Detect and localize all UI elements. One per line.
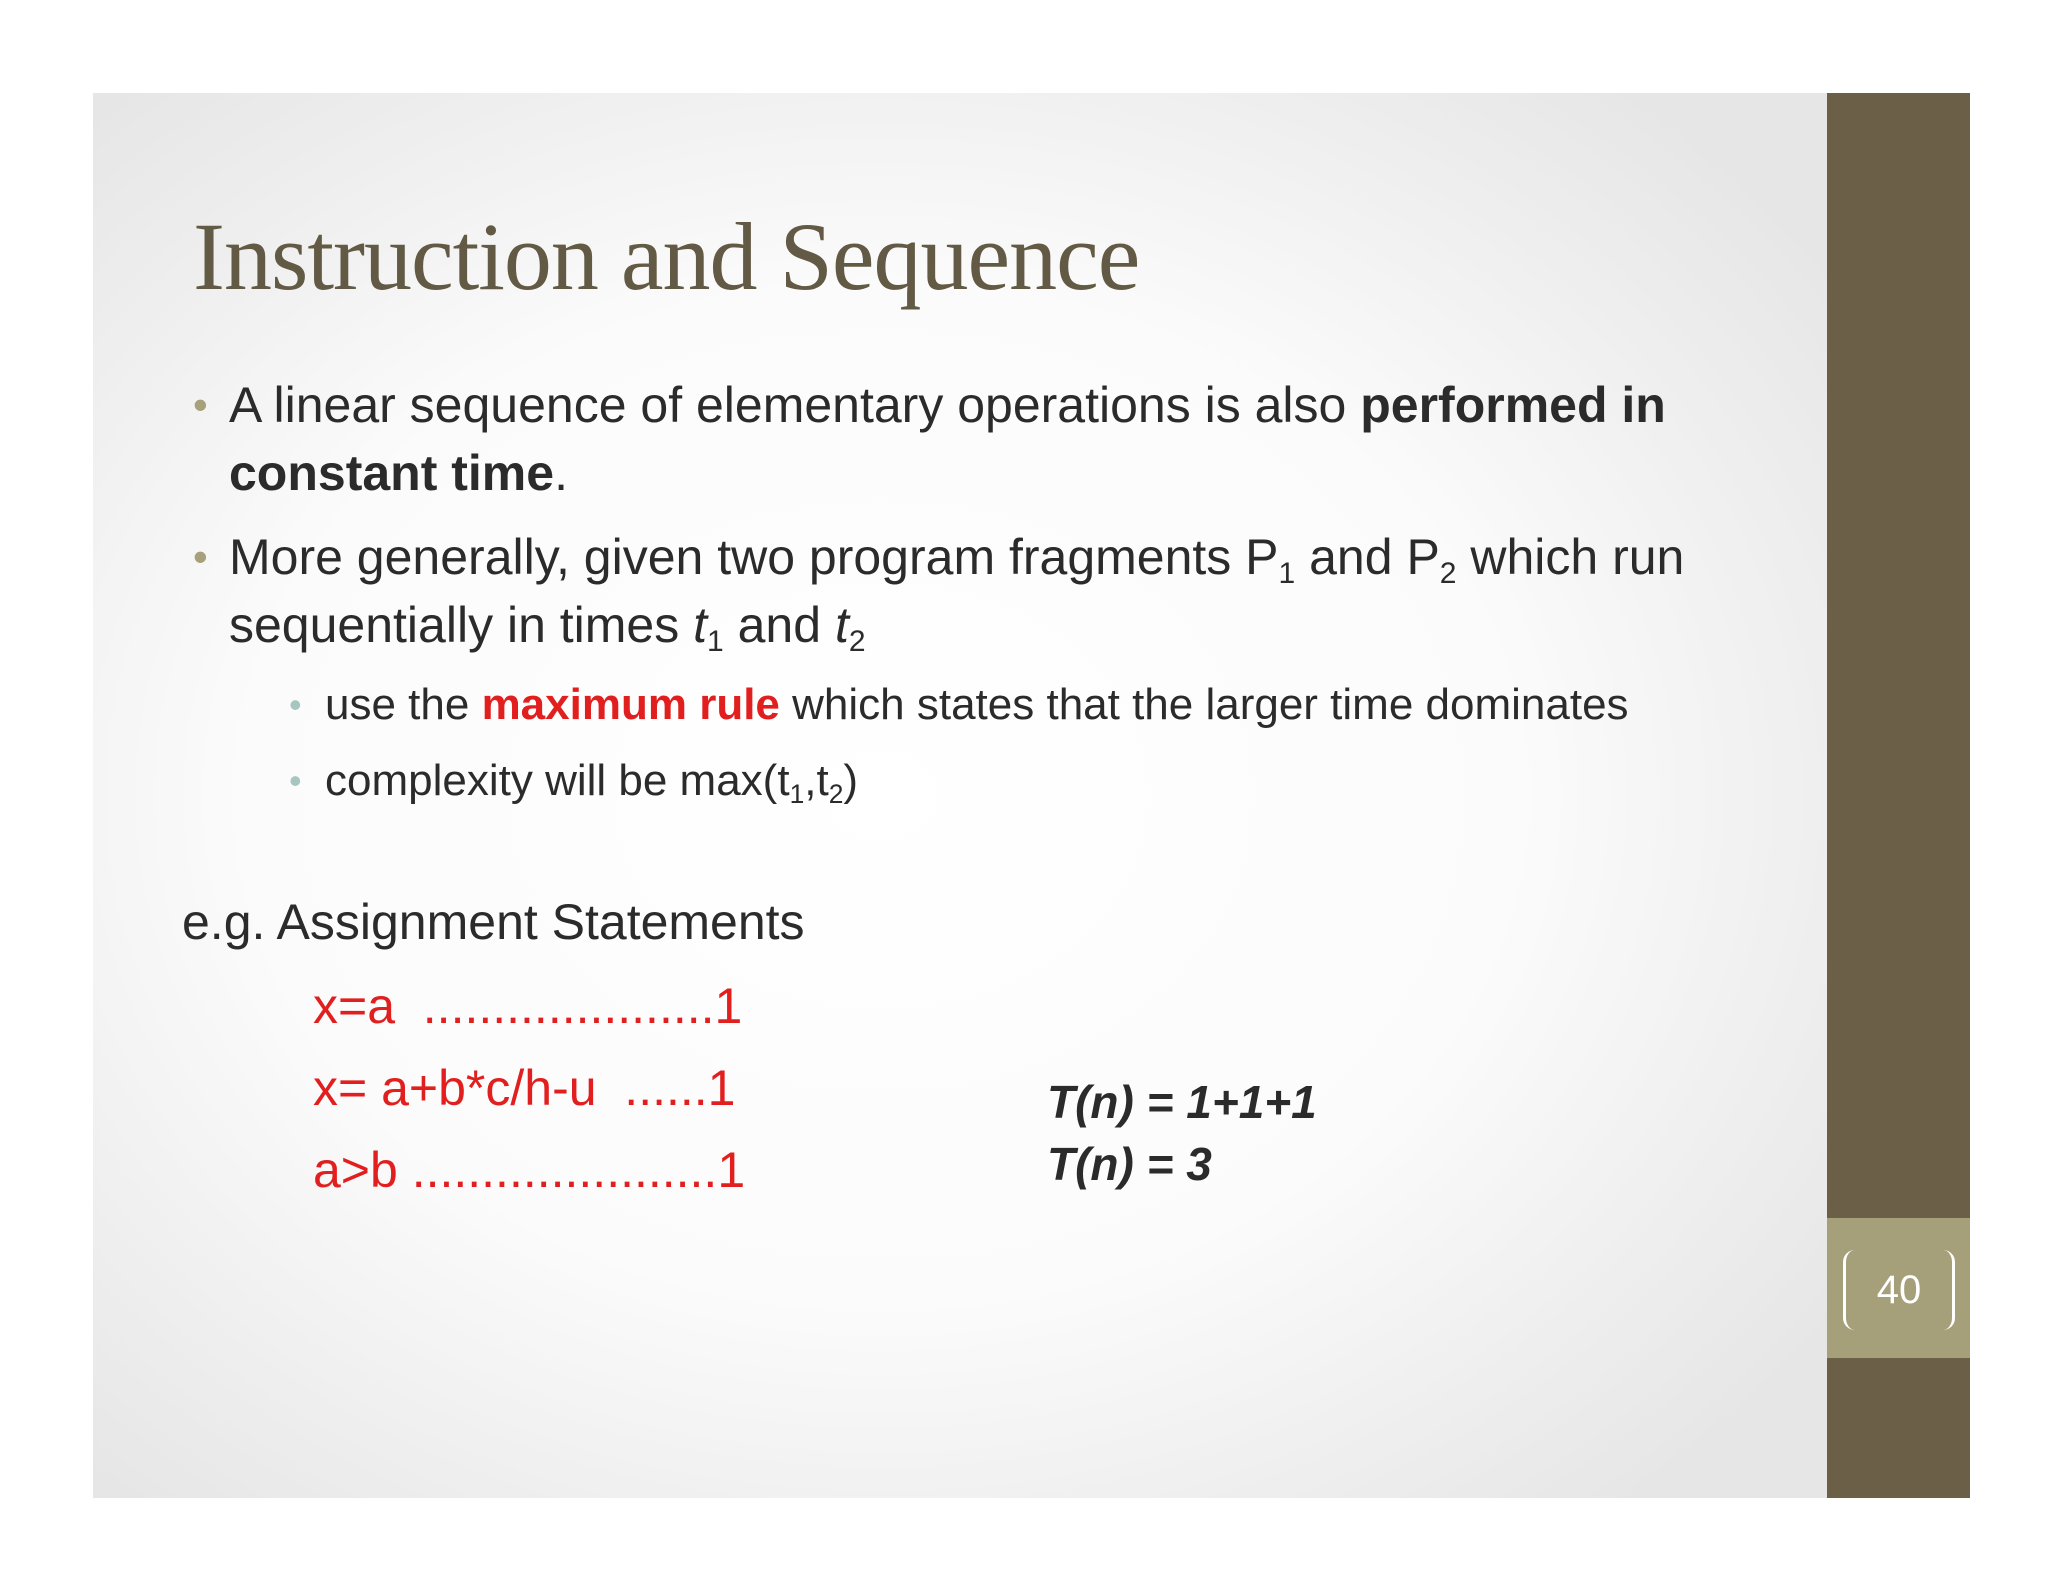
italic-variable: t (693, 597, 708, 653)
statement-line: a>b ......................1 (313, 1142, 746, 1198)
bullet-text: A linear sequence of elementary operations is also (229, 377, 1361, 433)
slide-number-band (1827, 1218, 1970, 1358)
sub-bullet-item (289, 675, 1813, 735)
subscript: 2 (848, 625, 866, 658)
sub-bullet-text: complexity will be max(t (325, 756, 790, 805)
sub-bullet-text: which states that the larger time dominates (779, 680, 1629, 729)
sub-bullet-item (289, 751, 1813, 811)
statement-line: x=a .....................1 (313, 978, 743, 1034)
tn-formula: T(n) = 1+1+1 (1047, 1076, 1317, 1128)
subscript: 1 (789, 778, 805, 809)
statement-line: x= a+b*c/h-u ......1 (313, 1060, 736, 1116)
bullet-text: which run sequentially in times (229, 529, 1685, 653)
subscript: 2 (1439, 557, 1457, 590)
sub-bullet-text: ) (843, 756, 859, 805)
slide-title: Instruction and Sequence (193, 203, 1140, 310)
subscript: 2 (828, 778, 844, 809)
bullet-bold-text: performed in constant time (229, 377, 1666, 501)
bullet-text-end: . (554, 445, 568, 501)
tn-formula: T(n) = 3 (1047, 1138, 1212, 1190)
subscript: 1 (1278, 557, 1296, 590)
bullet-list (193, 371, 1813, 827)
bullet-item (193, 523, 1813, 659)
slide (93, 93, 1970, 1498)
example-heading: e.g. Assignment Statements (182, 894, 805, 950)
italic-variable: t (834, 597, 849, 653)
sub-bullet-text: ,t (804, 756, 829, 805)
highlight-text: maximum rule (481, 680, 780, 729)
sub-bullet-text: use the (325, 680, 482, 729)
sidebar (1827, 93, 1970, 1498)
bullet-text: and P (1295, 529, 1440, 585)
slide-number: 40 (1843, 1250, 1955, 1330)
subscript: 1 (707, 625, 724, 658)
bullet-text: and (723, 597, 835, 653)
bullet-text: More generally, given two program fragments P (229, 529, 1279, 585)
bullet-item (193, 371, 1813, 507)
